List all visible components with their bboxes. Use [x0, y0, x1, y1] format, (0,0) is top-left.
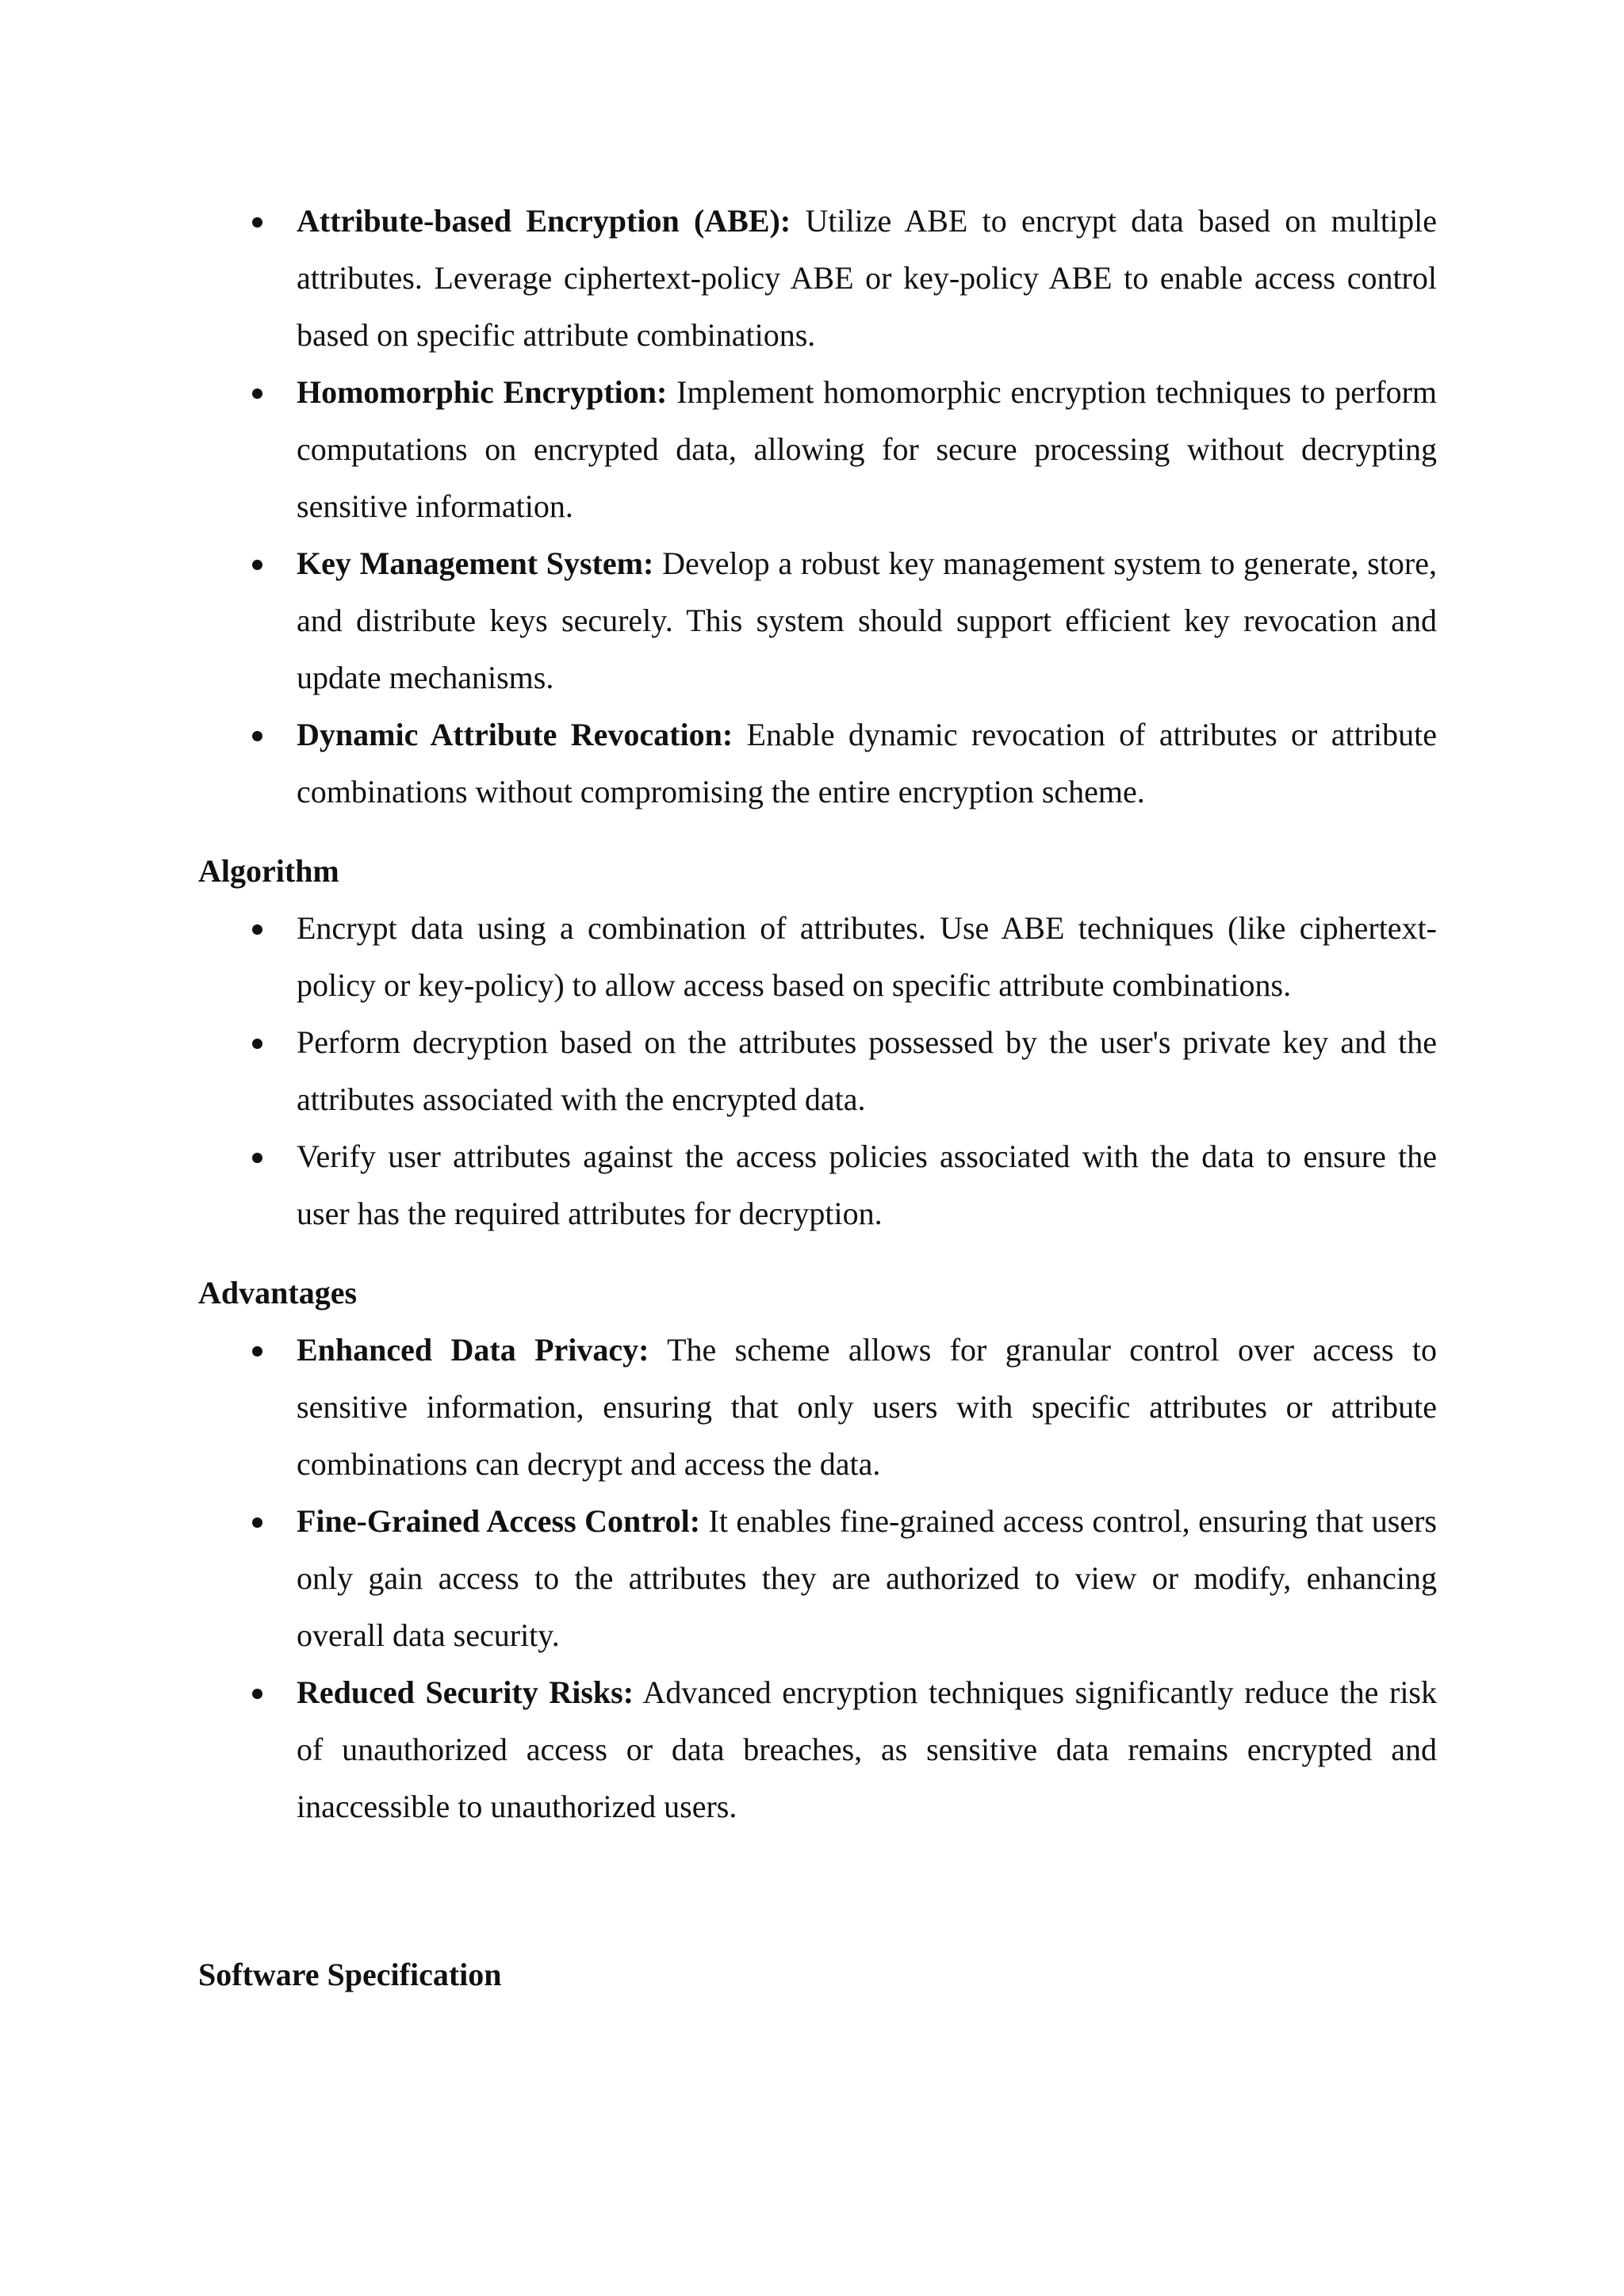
list-item — [198, 535, 1437, 706]
algorithm-steps-list — [198, 900, 1437, 1242]
item-text: Advanced encryption techniques significantly reduce the risk of unauthorized access or data breaches, as sensitive data remains encrypted and inaccessible to unauthorized users. — [297, 1674, 1438, 1824]
item-term: Fine-Grained Access Control: — [297, 1503, 701, 1539]
software-specification-heading: Software Specification — [198, 1957, 502, 1992]
item-text: The scheme allows for granular control over access to sensitive information, ensuring that only users with specific attributes or attribute combinations can decrypt and access the data. — [297, 1332, 1437, 1482]
encryption-components-list — [198, 193, 1437, 821]
item-text: Utilize ABE to encrypt data based on multiple attributes. Leverage ciphertext-policy ABE or key-policy ABE to enable access control based on specific attribute combinations. — [297, 203, 1437, 353]
list-item — [198, 706, 1437, 821]
item-text: Enable dynamic revocation of attributes or attribute combinations without compromising the entire encryption scheme. — [297, 717, 1438, 809]
item-term: Enhanced Data Privacy: — [297, 1332, 649, 1368]
item-term: Reduced Security Risks: — [297, 1674, 634, 1710]
advantages-heading: Advantages — [198, 1275, 358, 1311]
item-term: Attribute-based Encryption (ABE): — [297, 203, 791, 239]
list-item — [198, 1664, 1437, 1835]
list-item: Verify user attributes against the access policies associated with the data to ensure the user has the required attributes for decryption. — [198, 1128, 1437, 1242]
list-item: Perform decryption based on the attributes possessed by the user's private key and the attributes associated with the encrypted data. — [198, 1014, 1437, 1128]
advantages-list — [198, 1322, 1437, 1835]
item-term: Key Management System: — [297, 545, 654, 581]
item-text: Develop a robust key management system to generate, store, and distribute keys securely. This system should support efficient key revocation and update mechanisms. — [297, 545, 1437, 695]
page-content — [198, 193, 1437, 2003]
item-term: Dynamic Attribute Revocation: — [297, 717, 733, 752]
item-term: Homomorphic Encryption: — [297, 374, 668, 410]
list-item — [198, 364, 1437, 535]
item-text: It enables fine-grained access control, ensuring that users only gain access to the attributes they are authorized to view or modify, enhancing overall data security. — [297, 1503, 1437, 1653]
list-item — [198, 193, 1437, 364]
list-item — [198, 1322, 1437, 1493]
list-item: Encrypt data using a combination of attributes. Use ABE techniques (like ciphertext-policy or key-policy) to allow access based on specific attribute combinations. — [198, 900, 1437, 1014]
algorithm-heading: Algorithm — [198, 853, 339, 889]
list-item — [198, 1493, 1437, 1664]
item-text: Implement homomorphic encryption techniques to perform computations on encrypted data, allowing for secure processing without decrypting sensitive information. — [297, 374, 1438, 524]
